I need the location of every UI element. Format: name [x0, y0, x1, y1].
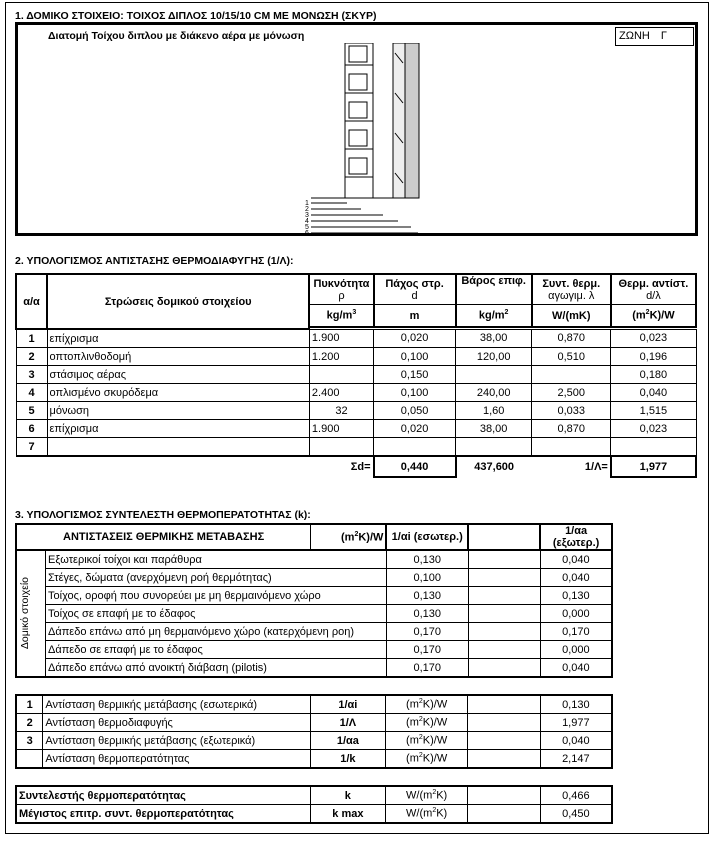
table-row: 1 Αντίσταση θερμικής μετάβασης (εσωτερικά) 1/αi $(m^2K)/W$ 0,130 [16, 695, 612, 714]
header-thickness: Πάχος στρ. d [374, 274, 456, 305]
unit-weight: $kg/m^2$ [456, 305, 532, 327]
header-resistance: Θερμ. αντίστ. d/λ [611, 274, 696, 305]
table-row: 2 Αντίσταση θερμοδιαφυγής 1/Λ $(m^2K)/W$ 1,977 [16, 714, 612, 732]
table-row: 5 μόνωση 32 0,050 1,60 0,033 1,515 [16, 402, 696, 420]
table-row: 6 επίχρισμα 1.900 0,020 38,00 0,870 0,023 [16, 420, 696, 438]
table-row: 3 Αντίσταση θερμικής μετάβασης (εξωτερικά) 1/αa $(m^2K)/W$ 0,040 [16, 732, 612, 750]
diagram-number-3: 3 [305, 212, 309, 219]
header-conductivity: Συντ. θερμ. αγωγιμ. λ [532, 274, 611, 305]
table-row: Τοίχος, οροφή που συνορεύει με μη θερμαινόμενο χώρο 0,130 0,130 [16, 587, 612, 605]
inv-label: 1/Λ= [584, 461, 608, 473]
table-row: Στέγες, δώματα (ανερχόμενη ροή θερμότητας) 0,100 0,040 [16, 569, 612, 587]
unit-conductivity: W/(mK) [532, 305, 611, 327]
section3-title: 3. ΥΠΟΛΟΓΙΣΜΟΣ ΣΥΝΤΕΛΕΣΤΗ ΘΕΡΜΟΠΕΡΑΤΟΤΗΤΑΣ (k): [15, 509, 311, 521]
zone-label: ΖΩΝΗ [619, 30, 650, 42]
sd-label: Σd= [350, 461, 371, 473]
totals-row [16, 456, 696, 477]
diagram-number-5: 5 [305, 224, 309, 231]
thermal-resistance-table [15, 273, 697, 478]
diagram-number-1: 1 [305, 200, 309, 207]
section1-caption: Διατομή Τοίχου διπλου με διάκενο αέρα με μόνωση [48, 30, 305, 42]
table-row: Δάπεδο επάνω από ανοικτή διάβαση (pilotis) 0,170 0,040 [16, 659, 612, 678]
diagram-number-4: 4 [305, 218, 309, 225]
resistance-summary-table [15, 694, 613, 769]
zone-cell [615, 27, 694, 46]
table-row: Δάπεδο επάνω από μη θερμαινόμενο χώρο (κατερχόμενη ροη) 0,170 0,170 [16, 623, 612, 641]
section3-header-row [16, 524, 612, 550]
transfer-resistance-table [15, 523, 613, 678]
unit-thickness: m [374, 305, 456, 327]
header-aa: α/α [16, 274, 47, 329]
table-row: 2 οπτοπλινθοδομή 1.200 0,100 120,00 0,510 0,196 [16, 348, 696, 366]
zone-value: Γ [660, 30, 667, 42]
diagram-number-2: 2 [305, 206, 309, 213]
weight-total: 437,600 [474, 461, 515, 473]
table-row: Συντελεστής θερμοπερατότητας k $W/(m^2K)$ 0,466 [16, 786, 612, 805]
table-row: Τοίχος σε επαφή με το έδαφος 0,130 0,000 [16, 605, 612, 623]
section1-title: 1. ΔΟΜΙΚΟ ΣΤΟΙΧΕΙΟ: ΤΟΙΧΟΣ ΔΙΠΛΟΣ 10/15/10 CM ΜΕ ΜΟΝΩΣΗ (ΣΚΥΡ) [15, 10, 377, 22]
sd-value: 0,440 [374, 456, 456, 477]
table-row: 7 [16, 438, 696, 457]
header-layers: Στρώσεις δομικού στοιχείου [47, 274, 309, 329]
section3-unit: $(m^2K)/W$ [311, 524, 387, 550]
diagram-number-6: 6 [305, 230, 309, 237]
section1-box [15, 22, 698, 236]
table-row: Δάπεδο σε επαφή με το έδαφος 0,170 0,000 [16, 641, 612, 659]
table-header-row [16, 274, 696, 305]
table-row: Αντίσταση θερμοπερατότητας 1/k $(m^2K)/W$ 2,147 [16, 750, 612, 769]
unit-resistance: $(m^2K)/W$ [611, 305, 696, 327]
section2-title: 2. ΥΠΟΛΟΓΙΣΜΟΣ ΑΝΤΙΣΤΑΣΗΣ ΘΕΡΜΟΔΙΑΦΥΓΗΣ (1/Λ): [15, 255, 294, 267]
col-aa: 1/αa (εξωτερ.) [540, 524, 612, 550]
unit-density: $kg/m^3$ [309, 305, 373, 327]
table-row: 1 επίχρισμα 1.900 0,020 38,00 0,870 0,023 [16, 329, 696, 348]
k-value-table [15, 785, 613, 824]
inv-value: 1,977 [611, 456, 696, 477]
table-row: 4 οπλισμένο σκυρόδεμα 2.400 0,100 240,00 2,500 0,040 [16, 384, 696, 402]
header-density: Πυκνότητα ρ [309, 274, 373, 305]
section3-header: ΑΝΤΙΣΤΑΣΕΙΣ ΘΕΡΜΙΚΗΣ ΜΕΤΑΒΑΣΗΣ [16, 524, 311, 550]
col-ai: 1/αi (εσωτερ.) [386, 524, 468, 550]
vertical-label: Δομικό στοιχείο [19, 577, 31, 650]
wall-section-diagram [283, 43, 433, 238]
table-row: Δομικό στοιχείο Εξωτερικοί τοίχοι και παράθυρα 0,130 0,040 [16, 550, 612, 569]
header-weight: Βάρος επιφ. [456, 274, 532, 305]
table-row: 3 στάσιμος αέρας 0,150 0,180 [16, 366, 696, 384]
table-row: Μέγιστος επιτρ. συντ. θερμοπερατότητας k max $W/(m^2K)$ 0,450 [16, 805, 612, 824]
